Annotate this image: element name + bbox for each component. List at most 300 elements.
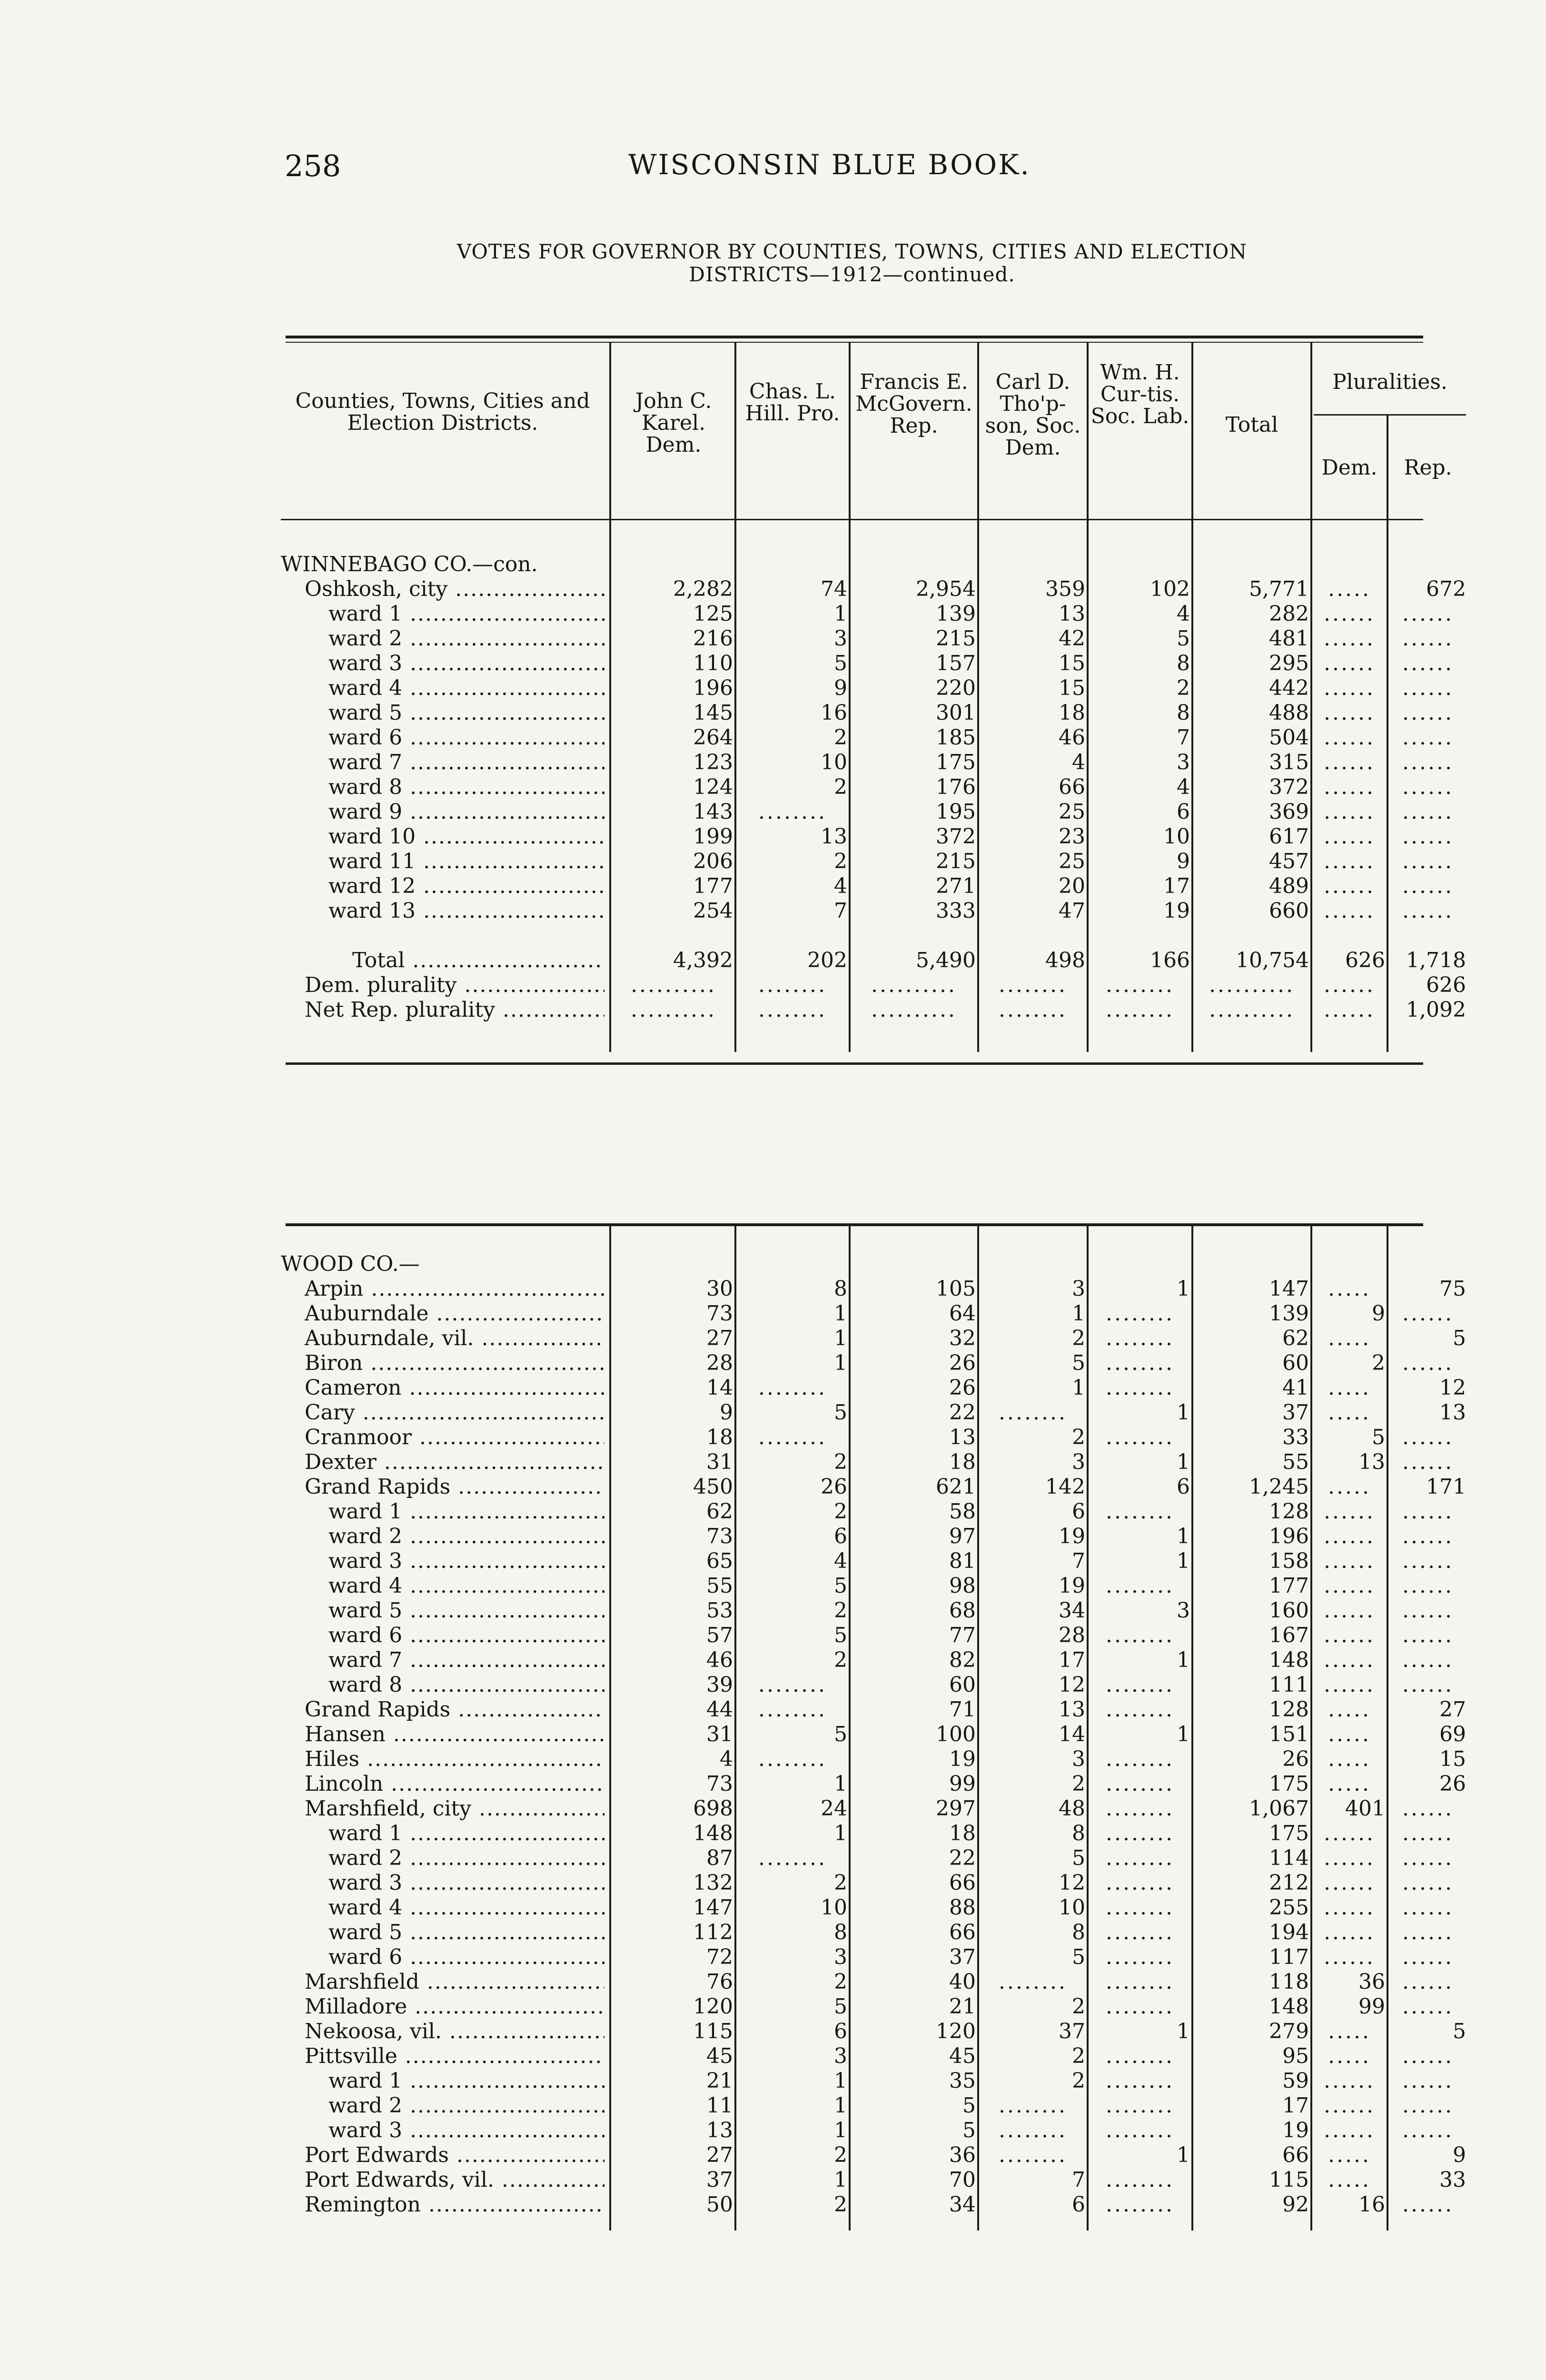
cell-curtis: 9 — [1177, 849, 1190, 873]
cell-dem-plurality: ...... — [1324, 1920, 1375, 1944]
table-row — [281, 1574, 1454, 1598]
cell-mcgovern: 35 — [949, 2069, 976, 2093]
table-row — [281, 2118, 1454, 2143]
header-total: Total — [1225, 413, 1278, 437]
cell-mcgovern: 271 — [936, 874, 976, 898]
cell-total: 41 — [1282, 1376, 1309, 1400]
table-row — [281, 725, 1454, 750]
cell-hill: 3 — [834, 2044, 847, 2068]
cell-mcgovern: 22 — [949, 1846, 976, 1870]
cell-thompson: ........ — [999, 1400, 1067, 1425]
cell-rep-plurality: ...... — [1402, 1648, 1454, 1672]
cell-mcgovern: 372 — [936, 824, 976, 849]
cell-hill: 4 — [834, 1549, 847, 1573]
table-row — [281, 1970, 1454, 1994]
row-label: Arpin ..... — [281, 1277, 605, 1301]
cell-karel: 264 — [693, 725, 733, 750]
cell-curtis: ........ — [1106, 1871, 1174, 1895]
cell-dem-plurality: ...... — [1324, 750, 1375, 774]
cell-curtis: 2 — [1177, 676, 1190, 700]
table-row — [281, 1524, 1454, 1549]
cell-dem-plurality: ...... — [1324, 775, 1375, 799]
cell-mcgovern: 34 — [949, 2192, 976, 2217]
cell-karel: 110 — [693, 651, 733, 675]
cell-dem-plurality: ..... — [1328, 1697, 1371, 1722]
cell-karel: 2,282 — [673, 577, 733, 601]
header-district: Counties, Towns, Cities and Election Districts. — [295, 389, 590, 435]
cell-rep-plurality: ...... — [1402, 725, 1454, 750]
cell-mcgovern: 97 — [949, 1524, 976, 1548]
cell-total: 279 — [1269, 2019, 1309, 2043]
cell-dem-plurality: ..... — [1328, 2044, 1371, 2068]
cell-rep-plurality: ...... — [1402, 1499, 1454, 1524]
table-row — [281, 849, 1454, 874]
cell-rep-plurality: ...... — [1402, 750, 1454, 774]
cell-dem-plurality: ...... — [1324, 998, 1375, 1022]
cell-rep-plurality: 33 — [1439, 2168, 1466, 2192]
cell-total: 481 — [1269, 626, 1309, 651]
cell-total: .......... — [1209, 973, 1295, 997]
cell-thompson: 13 — [1059, 1697, 1085, 1722]
cell-thompson: 48 — [1059, 1796, 1085, 1821]
cell-total: 160 — [1269, 1598, 1309, 1623]
cell-rep-plurality: ...... — [1402, 1796, 1454, 1821]
cell-hill: 5 — [834, 1994, 847, 2019]
cell-rep-plurality: ...... — [1402, 1425, 1454, 1449]
cell-hill: 1 — [834, 1301, 847, 1326]
row-label: Auburndale, vil. ..... — [281, 1326, 605, 1351]
cell-curtis: ........ — [1106, 1673, 1174, 1697]
table-row — [281, 577, 1466, 602]
cell-karel: 21 — [706, 2069, 733, 2093]
row-label: ward 4 ..... — [281, 676, 605, 701]
row-label: ward 3 ..... — [281, 1549, 605, 1574]
cell-hill: 2 — [834, 1450, 847, 1474]
row-label: Dem. plurality ..... — [281, 973, 605, 998]
cell-dem-plurality: ...... — [1324, 899, 1375, 923]
table-row — [281, 1475, 1466, 1499]
cell-mcgovern: .......... — [871, 998, 957, 1022]
row-label: Marshfield ..... — [281, 1970, 605, 1994]
cell-karel: 147 — [693, 1895, 733, 1920]
cell-karel: 72 — [706, 1945, 733, 1969]
wood-table — [281, 1226, 1466, 2235]
cell-curtis: ........ — [1106, 1796, 1174, 1821]
cell-rep-plurality: ...... — [1402, 1945, 1454, 1969]
cell-rep-plurality: 75 — [1439, 1277, 1466, 1301]
cell-thompson: 15 — [1059, 676, 1085, 700]
header-pluralities: Pluralities. — [1332, 370, 1447, 394]
cell-curtis: ........ — [1106, 998, 1174, 1022]
table-row — [281, 1871, 1454, 1895]
cell-karel: 30 — [706, 1277, 733, 1301]
cell-rep-plurality: ...... — [1402, 1351, 1454, 1375]
cell-total: 372 — [1269, 775, 1309, 799]
cell-curtis: ........ — [1106, 1895, 1174, 1920]
cell-curtis: ........ — [1106, 1574, 1174, 1598]
cell-dem-plurality: ...... — [1324, 1648, 1375, 1672]
cell-dem-plurality: ..... — [1328, 1376, 1371, 1400]
cell-curtis: ........ — [1106, 1301, 1174, 1326]
cell-thompson: 6 — [1072, 2192, 1085, 2217]
cell-dem-plurality: ...... — [1324, 800, 1375, 824]
row-label: ward 2 ..... — [281, 1846, 605, 1871]
table-row — [281, 1895, 1454, 1920]
cell-total: 128 — [1269, 1499, 1309, 1524]
table-row — [281, 750, 1454, 775]
cell-dem-plurality: 5 — [1372, 1425, 1385, 1449]
cell-total: 33 — [1282, 1425, 1309, 1449]
cell-dem-plurality: ...... — [1324, 1846, 1375, 1870]
cell-mcgovern: 22 — [949, 1400, 976, 1425]
cell-thompson: 5 — [1072, 1846, 1085, 1870]
cell-rep-plurality: ...... — [1402, 775, 1454, 799]
cell-mcgovern: 66 — [949, 1920, 976, 1944]
cell-total: 59 — [1282, 2069, 1309, 2093]
cell-karel: 14 — [706, 1376, 733, 1400]
cell-hill: 7 — [834, 899, 847, 923]
row-label: ward 8 ..... — [281, 775, 605, 800]
cell-mcgovern: 68 — [949, 1598, 976, 1623]
cell-mcgovern: 195 — [936, 800, 976, 824]
cell-mcgovern: 5 — [962, 2093, 976, 2118]
cell-dem-plurality: ...... — [1324, 701, 1375, 725]
cell-thompson: 2 — [1072, 1425, 1085, 1449]
cell-curtis: 102 — [1150, 577, 1190, 601]
cell-total: 26 — [1282, 1747, 1309, 1771]
cell-karel: 450 — [693, 1475, 733, 1499]
cell-mcgovern: 45 — [949, 2044, 976, 2068]
cell-curtis: ........ — [1106, 1351, 1174, 1375]
cell-thompson: 8 — [1072, 1920, 1085, 1944]
cell-dem-plurality: 401 — [1345, 1796, 1385, 1821]
cell-curtis: ........ — [1106, 2044, 1174, 2068]
cell-rep-plurality: ...... — [1402, 800, 1454, 824]
cell-total: 177 — [1269, 1574, 1309, 1598]
cell-hill: 2 — [834, 725, 847, 750]
cell-mcgovern: 621 — [936, 1475, 976, 1499]
cell-karel: 196 — [693, 676, 733, 700]
cell-rep-plurality: 672 — [1426, 577, 1466, 601]
cell-curtis: ........ — [1106, 1846, 1174, 1870]
cell-mcgovern: 71 — [949, 1697, 976, 1722]
cell-thompson: 5 — [1072, 1351, 1085, 1375]
row-label: Pittsville ..... — [281, 2044, 605, 2069]
cell-karel: 143 — [693, 800, 733, 824]
cell-karel: 53 — [706, 1598, 733, 1623]
cell-thompson: 3 — [1072, 1747, 1085, 1771]
table-row — [281, 1796, 1454, 1821]
cell-total: 148 — [1269, 1994, 1309, 2019]
table-title-line1: VOTES FOR GOVERNOR BY COUNTIES, TOWNS, CITIES AND ELECTION — [456, 240, 1248, 263]
cell-total: 5,771 — [1249, 577, 1309, 601]
cell-total: 1,067 — [1249, 1796, 1309, 1821]
row-label: ward 2 ..... — [281, 626, 605, 651]
cell-curtis: ........ — [1106, 2093, 1174, 2118]
table-row — [281, 1450, 1454, 1475]
cell-curtis: 166 — [1150, 948, 1190, 972]
row-label: ward 5 ..... — [281, 1598, 605, 1623]
row-label: ward 3 ..... — [281, 1871, 605, 1895]
cell-hill: 1 — [834, 2093, 847, 2118]
cell-total: 118 — [1269, 1970, 1309, 1994]
row-label: WOOD CO.— — [281, 1252, 420, 1276]
cell-karel: 73 — [706, 1524, 733, 1548]
cell-karel: 44 — [706, 1697, 733, 1722]
cell-thompson: 14 — [1059, 1722, 1085, 1746]
cell-rep-plurality: ...... — [1402, 651, 1454, 675]
top-table-bottom-rule — [286, 1062, 1423, 1065]
cell-rep-plurality: ...... — [1402, 874, 1454, 898]
cell-thompson: 2 — [1072, 2044, 1085, 2068]
cell-curtis: ........ — [1106, 1499, 1174, 1524]
table-row — [281, 1945, 1454, 1970]
cell-thompson: 17 — [1059, 1648, 1085, 1672]
table-row — [281, 1499, 1454, 1524]
cell-hill: 9 — [834, 676, 847, 700]
cell-mcgovern: 82 — [949, 1648, 976, 1672]
cell-mcgovern: 333 — [936, 899, 976, 923]
cell-mcgovern: 176 — [936, 775, 976, 799]
cell-thompson: 2 — [1072, 1994, 1085, 2019]
cell-hill: 26 — [821, 1475, 847, 1499]
cell-dem-plurality: ...... — [1324, 2118, 1375, 2142]
cell-total: 442 — [1269, 676, 1309, 700]
table-row — [281, 1549, 1454, 1574]
cell-thompson: ........ — [999, 998, 1067, 1022]
row-label: ward 13 ..... — [281, 899, 605, 923]
cell-thompson: 3 — [1072, 1277, 1085, 1301]
cell-hill: 5 — [834, 1722, 847, 1746]
cell-thompson: 1 — [1072, 1301, 1085, 1326]
row-label: ward 6 ..... — [281, 1623, 605, 1648]
table-row — [281, 1722, 1466, 1747]
row-label: Net Rep. plurality ..... — [281, 998, 605, 1022]
cell-rep-plurality: 12 — [1439, 1376, 1466, 1400]
cell-total: 489 — [1269, 874, 1309, 898]
cell-curtis: 6 — [1177, 800, 1190, 824]
cell-total: 10,754 — [1236, 948, 1309, 972]
table-row — [281, 1994, 1454, 2019]
cell-karel: 115 — [693, 2019, 733, 2043]
cell-karel: 698 — [693, 1796, 733, 1821]
row-label: Nekoosa, vil. ..... — [281, 2019, 605, 2044]
cell-curtis: 3 — [1177, 1598, 1190, 1623]
table-row — [281, 1400, 1466, 1425]
table-title — [286, 240, 1418, 286]
row-label: ward 7 ..... — [281, 750, 605, 775]
cell-rep-plurality: ...... — [1402, 849, 1454, 873]
cell-total: 175 — [1269, 1821, 1309, 1845]
row-label: ward 11 ..... — [281, 849, 605, 874]
cell-thompson: 10 — [1059, 1895, 1085, 1920]
cell-thompson: 19 — [1059, 1574, 1085, 1598]
cell-thompson: 28 — [1059, 1623, 1085, 1647]
cell-total: 315 — [1269, 750, 1309, 774]
row-label: ward 4 ..... — [281, 1895, 605, 1920]
cell-thompson: ........ — [999, 2143, 1067, 2167]
cell-dem-plurality: ..... — [1328, 577, 1371, 601]
cell-mcgovern: 19 — [949, 1747, 976, 1771]
table-row — [281, 1920, 1454, 1945]
cell-total: 92 — [1282, 2192, 1309, 2217]
cell-mcgovern: 37 — [949, 1945, 976, 1969]
cell-total: 1,245 — [1249, 1475, 1309, 1499]
cell-hill: 1 — [834, 2168, 847, 2192]
cell-mcgovern: 100 — [936, 1722, 976, 1746]
cell-rep-plurality: ...... — [1402, 1871, 1454, 1895]
cell-karel: 62 — [706, 1499, 733, 1524]
cell-thompson: 1 — [1072, 1376, 1085, 1400]
row-label: ward 5 ..... — [281, 701, 605, 725]
cell-hill: 1 — [834, 1351, 847, 1375]
table-title-line2: DISTRICTS—1912—continued. — [689, 263, 1015, 286]
cell-total: 194 — [1269, 1920, 1309, 1944]
cell-mcgovern: 64 — [949, 1301, 976, 1326]
table-row — [281, 651, 1454, 676]
cell-hill: 1 — [834, 1821, 847, 1845]
cell-curtis: 1 — [1177, 1722, 1190, 1746]
cell-mcgovern: 32 — [949, 1326, 976, 1350]
cell-hill: ........ — [758, 973, 827, 997]
table-row — [281, 899, 1454, 923]
cell-mcgovern: 5 — [962, 2118, 976, 2142]
cell-karel: 254 — [693, 899, 733, 923]
table-row — [281, 701, 1454, 725]
cell-mcgovern: 21 — [949, 1994, 976, 2019]
cell-curtis: 1 — [1177, 1549, 1190, 1573]
table-row — [281, 1747, 1466, 1772]
row-label: ward 1 ..... — [281, 2069, 605, 2093]
table-row — [281, 2192, 1454, 2217]
cell-dem-plurality: ..... — [1328, 1326, 1371, 1350]
cell-thompson: 34 — [1059, 1598, 1085, 1623]
cell-curtis: 1 — [1177, 1277, 1190, 1301]
cell-rep-plurality: 26 — [1439, 1772, 1466, 1796]
cell-hill: ........ — [758, 1747, 827, 1771]
cell-dem-plurality: ...... — [1324, 725, 1375, 750]
cell-dem-plurality: ...... — [1324, 1598, 1375, 1623]
cell-karel: 37 — [706, 2168, 733, 2192]
cell-thompson: 6 — [1072, 1499, 1085, 1524]
cell-total: 617 — [1269, 824, 1309, 849]
cell-total: 117 — [1269, 1945, 1309, 1969]
cell-total: 488 — [1269, 701, 1309, 725]
cell-thompson: 12 — [1059, 1871, 1085, 1895]
cell-rep-plurality: 9 — [1453, 2143, 1466, 2167]
row-label: Port Edwards, vil. ..... — [281, 2168, 605, 2192]
cell-total: 457 — [1269, 849, 1309, 873]
cell-total: 295 — [1269, 651, 1309, 675]
cell-total: 60 — [1282, 1351, 1309, 1375]
cell-total: 19 — [1282, 2118, 1309, 2142]
cell-thompson: 19 — [1059, 1524, 1085, 1548]
cell-mcgovern: 175 — [936, 750, 976, 774]
cell-karel: 73 — [706, 1772, 733, 1796]
cell-rep-plurality: ...... — [1402, 1920, 1454, 1944]
table-row — [281, 1252, 1423, 1277]
cell-karel: 124 — [693, 775, 733, 799]
cell-karel: 13 — [706, 2118, 733, 2142]
cell-thompson: ........ — [999, 2118, 1067, 2142]
cell-rep-plurality: 15 — [1439, 1747, 1466, 1771]
cell-dem-plurality: ..... — [1328, 2143, 1371, 2167]
cell-thompson: 3 — [1072, 1450, 1085, 1474]
cell-curtis: 1 — [1177, 1400, 1190, 1425]
cell-dem-plurality: ...... — [1324, 2093, 1375, 2118]
cell-rep-plurality: ...... — [1402, 1450, 1454, 1474]
table-row — [281, 998, 1466, 1022]
cell-karel: 112 — [693, 1920, 733, 1944]
cell-total: 37 — [1282, 1400, 1309, 1425]
table-row — [281, 2044, 1454, 2069]
cell-hill: 74 — [821, 577, 847, 601]
cell-total: 212 — [1269, 1871, 1309, 1895]
cell-hill: 2 — [834, 1648, 847, 1672]
cell-hill: 2 — [834, 775, 847, 799]
cell-curtis: ........ — [1106, 1326, 1174, 1350]
cell-thompson: 498 — [1045, 948, 1085, 972]
header-thompson: Carl D. Tho'p-son, Soc. Dem. — [985, 370, 1081, 460]
cell-hill: 1 — [834, 602, 847, 626]
cell-rep-plurality: ...... — [1402, 1301, 1454, 1326]
row-label: ward 6 ..... — [281, 1945, 605, 1970]
cell-thompson: 47 — [1059, 899, 1085, 923]
cell-mcgovern: 26 — [949, 1351, 976, 1375]
row-label: Marshfield, city ..... — [281, 1796, 605, 1821]
cell-total: 369 — [1269, 800, 1309, 824]
cell-total: 55 — [1282, 1450, 1309, 1474]
table-row — [281, 626, 1454, 651]
cell-dem-plurality: ...... — [1324, 1821, 1375, 1845]
cell-rep-plurality: ...... — [1402, 824, 1454, 849]
row-label: ward 1 ..... — [281, 1821, 605, 1846]
table-row — [281, 2093, 1454, 2118]
cell-rep-plurality: ...... — [1402, 1549, 1454, 1573]
cell-curtis: 10 — [1163, 824, 1190, 849]
row-label: Total ..... — [281, 948, 605, 973]
cell-mcgovern: 98 — [949, 1574, 976, 1598]
cell-mcgovern: 157 — [936, 651, 976, 675]
cell-curtis: ........ — [1106, 1772, 1174, 1796]
cell-curtis: ........ — [1106, 1747, 1174, 1771]
row-label: ward 9 ..... — [281, 800, 605, 824]
header-bottom-rule — [281, 519, 1423, 520]
cell-thompson: 2 — [1072, 2069, 1085, 2093]
cell-curtis: ........ — [1106, 2069, 1174, 2093]
cell-thompson: 66 — [1059, 775, 1085, 799]
cell-total: 66 — [1282, 2143, 1309, 2167]
cell-rep-plurality: ...... — [1402, 1821, 1454, 1845]
cell-mcgovern: 26 — [949, 1376, 976, 1400]
cell-total: 17 — [1282, 2093, 1309, 2118]
table-row — [281, 1673, 1454, 1697]
cell-curtis: 7 — [1177, 725, 1190, 750]
cell-dem-plurality: ...... — [1324, 2069, 1375, 2093]
cell-rep-plurality: ...... — [1402, 2118, 1454, 2142]
plurality-subrule — [1314, 414, 1466, 416]
row-label: ward 3 ..... — [281, 2118, 605, 2143]
cell-thompson: 7 — [1072, 1549, 1085, 1573]
table-row — [281, 775, 1454, 800]
cell-rep-plurality: ...... — [1402, 1574, 1454, 1598]
cell-karel: 55 — [706, 1574, 733, 1598]
cell-hill: 2 — [834, 1871, 847, 1895]
cell-thompson: ........ — [999, 1970, 1067, 1994]
cell-curtis: ........ — [1106, 1920, 1174, 1944]
cell-curtis: 8 — [1177, 651, 1190, 675]
cell-dem-plurality: ...... — [1324, 1673, 1375, 1697]
